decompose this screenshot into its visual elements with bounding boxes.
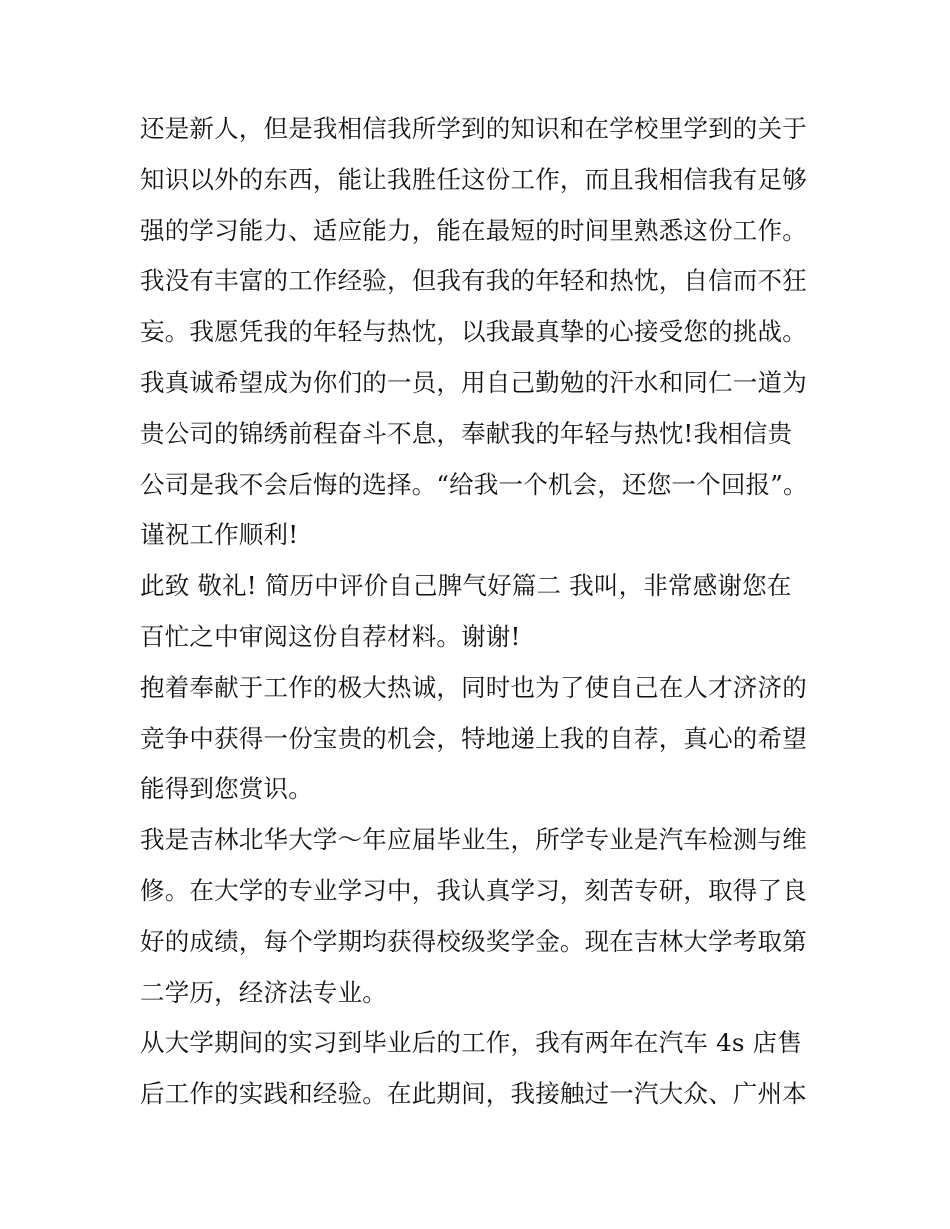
- text-line-3: 强的学习能力、适应能力，能在最短的时间里熟悉这份工作。: [140, 215, 807, 245]
- text-line-19: 从大学期间的实习到毕业后的工作，我有两年在汽车 4s 店售: [140, 1028, 803, 1058]
- document-body: [140, 104, 820, 1120]
- text-line-4: 我没有丰富的工作经验，但我有我的年轻和热忱，自信而不狂: [140, 266, 807, 296]
- text-line-16: 修。在大学的专业学习中，我认真学习，刻苦专研，取得了良: [140, 875, 807, 905]
- text-line-17: 好的成绩，每个学期均获得校级奖学金。现在吉林大学考取第: [140, 926, 807, 956]
- text-line-7: 贵公司的锦绣前程奋斗不息，奉献我的年轻与热忱!我相信贵: [140, 418, 793, 448]
- text-line-18: 二学历，经济法专业。: [140, 977, 387, 1007]
- text-line-6: 我真诚希望成为你们的一员，用自己勤勉的汗水和同仁一道为: [140, 367, 807, 397]
- text-line-2: 知识以外的东西，能让我胜任这份工作，而且我相信我有足够: [140, 164, 807, 194]
- text-line-12: 抱着奉献于工作的极大热诚，同时也为了使自己在人才济济的: [140, 672, 807, 702]
- text-line-13: 竞争中获得一份宝贵的机会，特地递上我的自荐，真心的希望: [140, 723, 807, 753]
- text-line-15: 我是吉林北华大学～年应届毕业生，所学专业是汽车检测与维: [140, 825, 807, 855]
- text-line-1: 还是新人，但是我相信我所学到的知识和在学校里学到的关于: [140, 114, 807, 143]
- text-line-9: 谨祝工作顺利!: [140, 520, 299, 550]
- text-line-10: 此致 敬礼! 简历中评价自己脾气好篇二 我叫，非常感谢您在: [140, 571, 792, 601]
- text-line-20: 后工作的实践和经验。在此期间，我接触过一汽大众、广州本: [140, 1079, 807, 1109]
- text-line-14: 能得到您赏识。: [140, 774, 313, 804]
- text-line-11: 百忙之中审阅这份自荐材料。谢谢!: [140, 621, 521, 651]
- text-line-5: 妄。我愿凭我的年轻与热忱，以我最真挚的心接受您的挑战。: [140, 317, 807, 347]
- text-line-8: 公司是我不会后悔的选择。“给我一个机会，还您一个回报”。: [140, 469, 808, 499]
